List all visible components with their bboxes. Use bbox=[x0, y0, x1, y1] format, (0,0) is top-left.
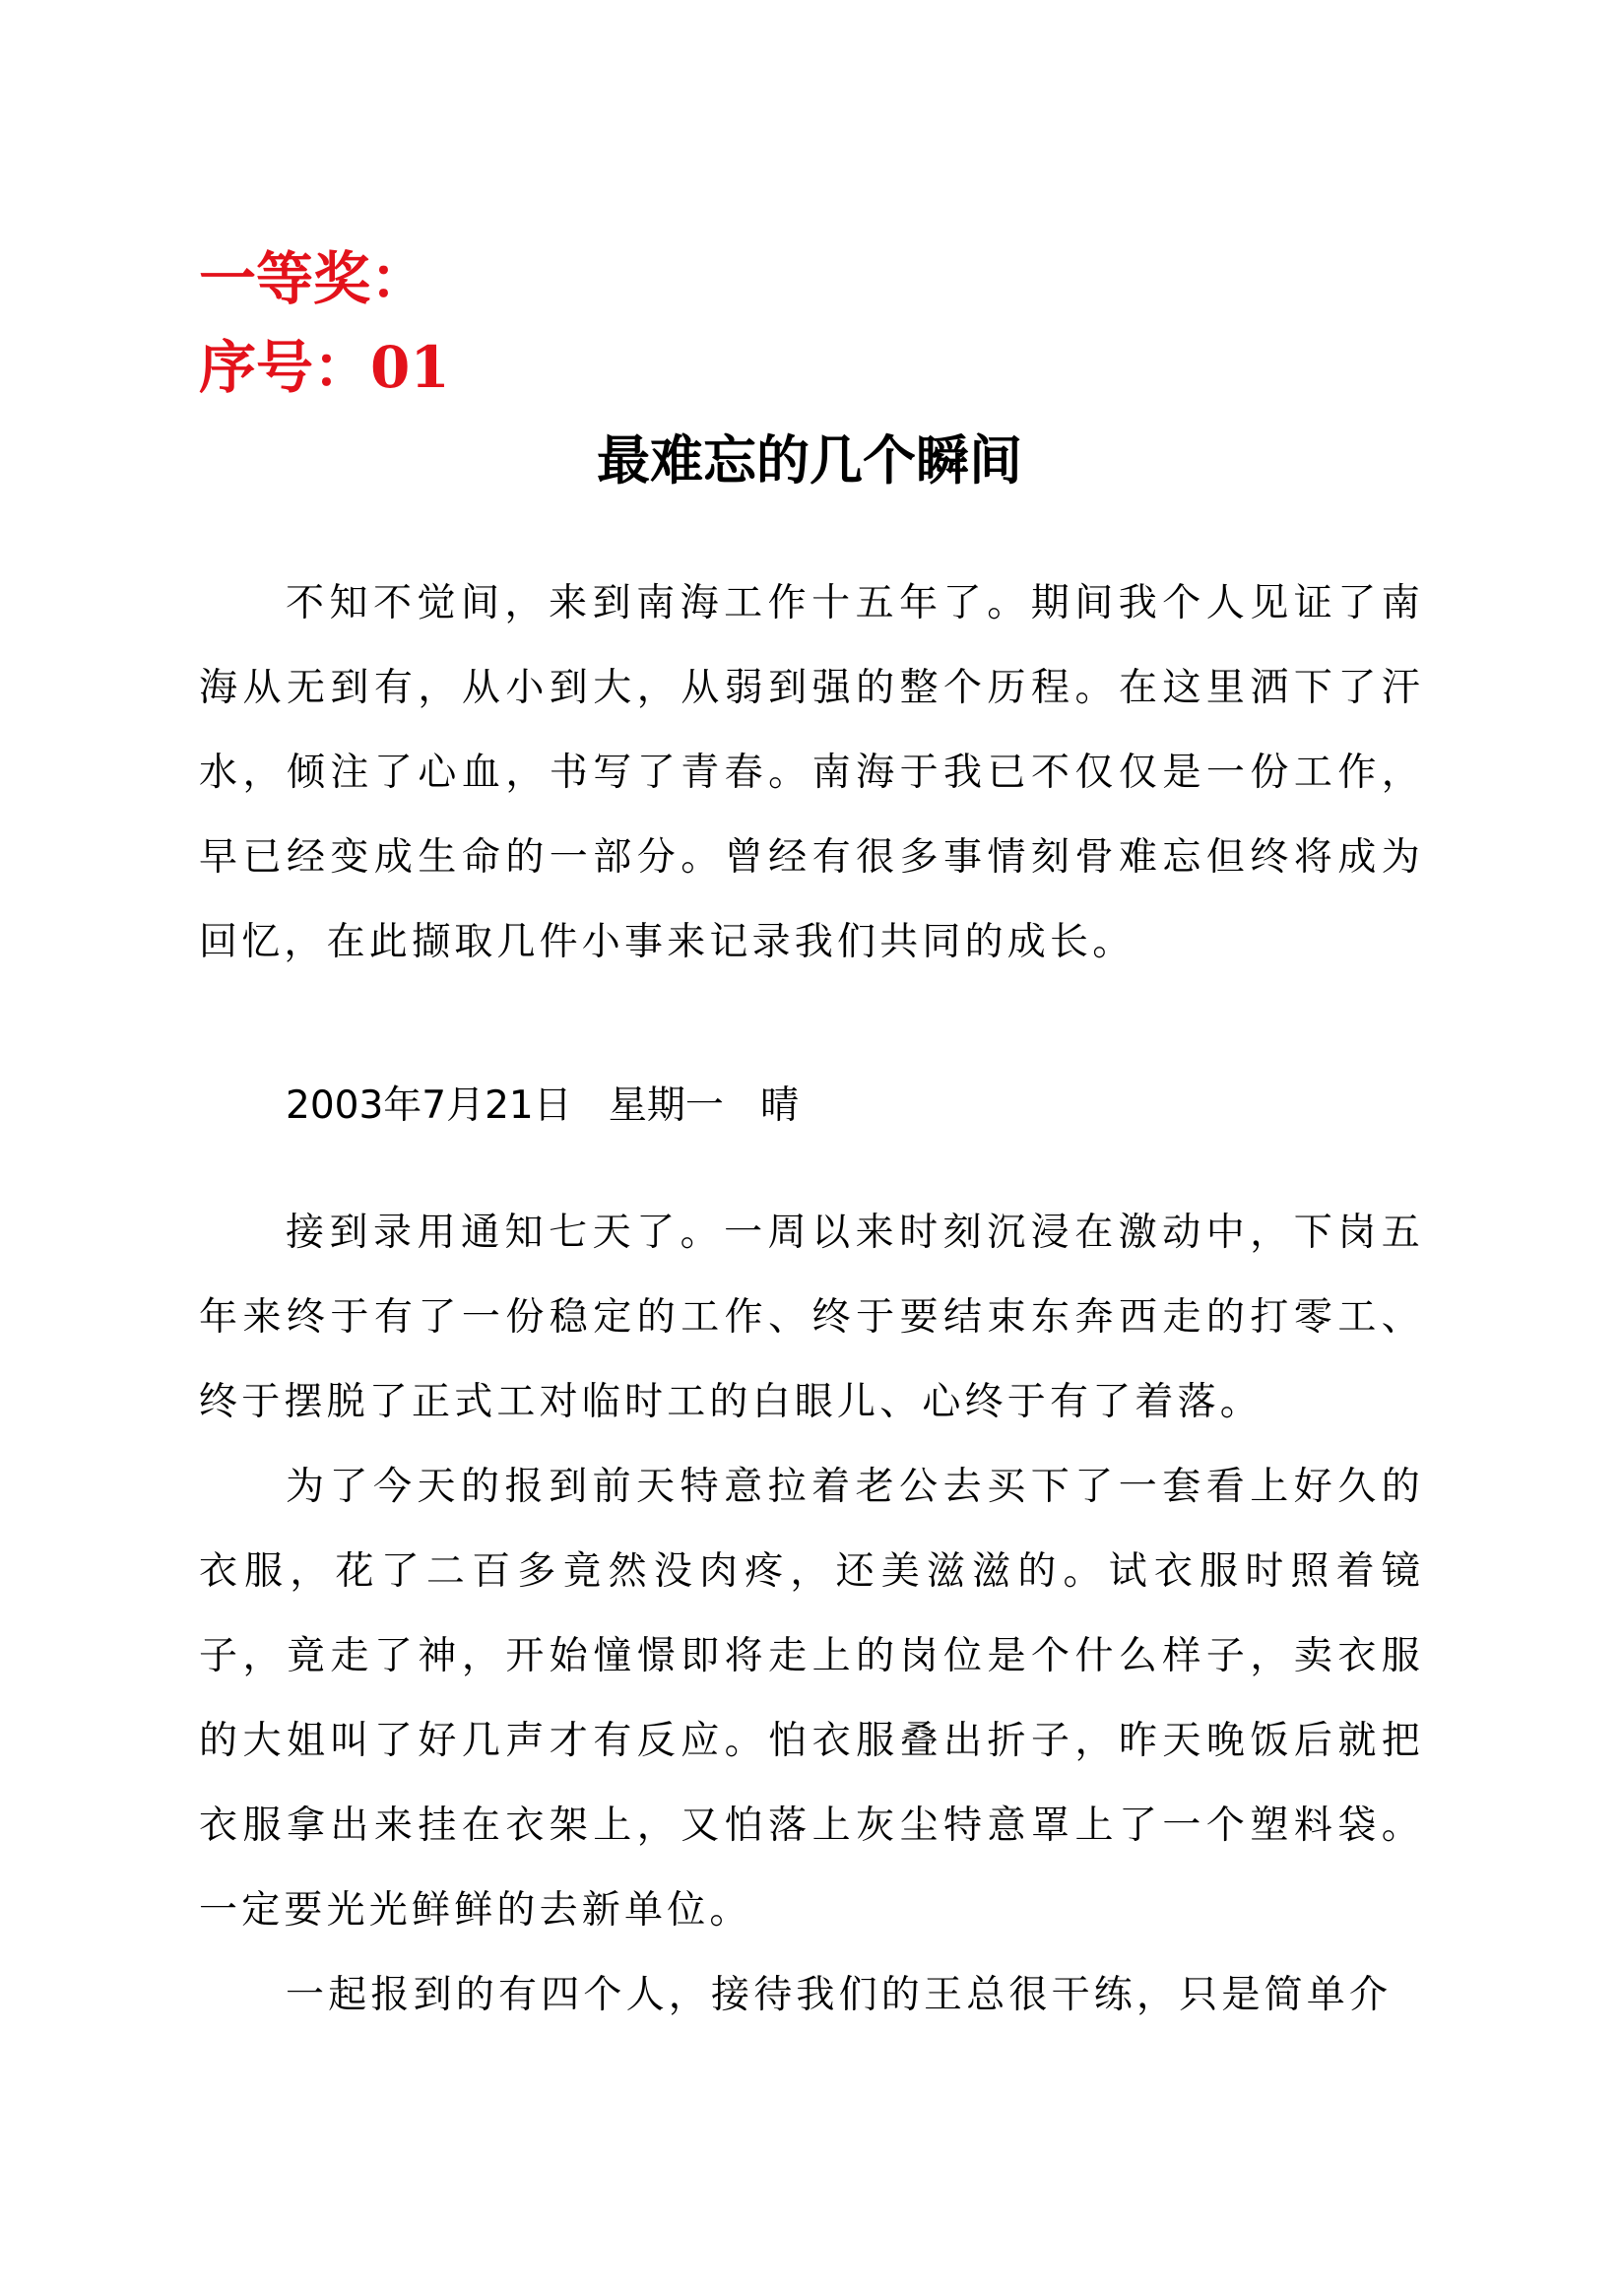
diary-entry-date-line bbox=[286, 1072, 799, 1141]
award-heading bbox=[199, 234, 450, 412]
intro-block bbox=[199, 561, 1424, 985]
entry-paragraph-1: 接到录用通知七天了。一周以来时刻沉浸在激动中，下岗五年来终于有了一份稳定的工作、终于要结束东奔西走的打零工、终于摆脱了正式工对临时工的白眼儿、心终于有了着落。 bbox=[199, 1211, 1424, 1424]
article-title: 最难忘的几个瞬间 bbox=[597, 428, 1022, 492]
entry-paragraph-3: 一起报到的有四个人，接待我们的王总很干练，只是简单介 bbox=[286, 1973, 1393, 2017]
entry-paragraph-2: 为了今天的报到前天特意拉着老公去买下了一套看上好久的衣服，花了二百多竟然没肉疼，还美滋滋的。试衣服时照着镜子，竟走了神，开始憧憬即将走上的岗位是个什么样子，卖衣服的大姐叫了好几声才有反应。怕衣服叠出折子，昨天晚饭后就把衣服拿出来挂在衣架上，又怕落上灰尘特意罩上了一个塑料袋。一定要光光鲜鲜的去新单位。 bbox=[199, 1465, 1424, 1933]
award-serial: 序号：01 bbox=[199, 334, 450, 401]
intro-paragraph: 不知不觉间，来到南海工作十五年了。期间我个人见证了南海从无到有，从小到大，从弱到强的整个历程。在这里洒下了汗水，倾注了心血，书写了青春。南海于我已不仅仅是一份工作，早已经变成生命的一部分。曾经有很多事情刻骨难忘但终将成为回忆，在此撷取几件小事来记录我们共同的成长。 bbox=[199, 581, 1424, 964]
entry-body bbox=[199, 1191, 1424, 2038]
entry-weather: 晴 bbox=[760, 1083, 800, 1128]
entry-weekday: 星期一 bbox=[608, 1083, 724, 1128]
entry-date: 2003年7月21日 bbox=[286, 1083, 572, 1128]
award-title: 一等奖： bbox=[199, 245, 428, 312]
